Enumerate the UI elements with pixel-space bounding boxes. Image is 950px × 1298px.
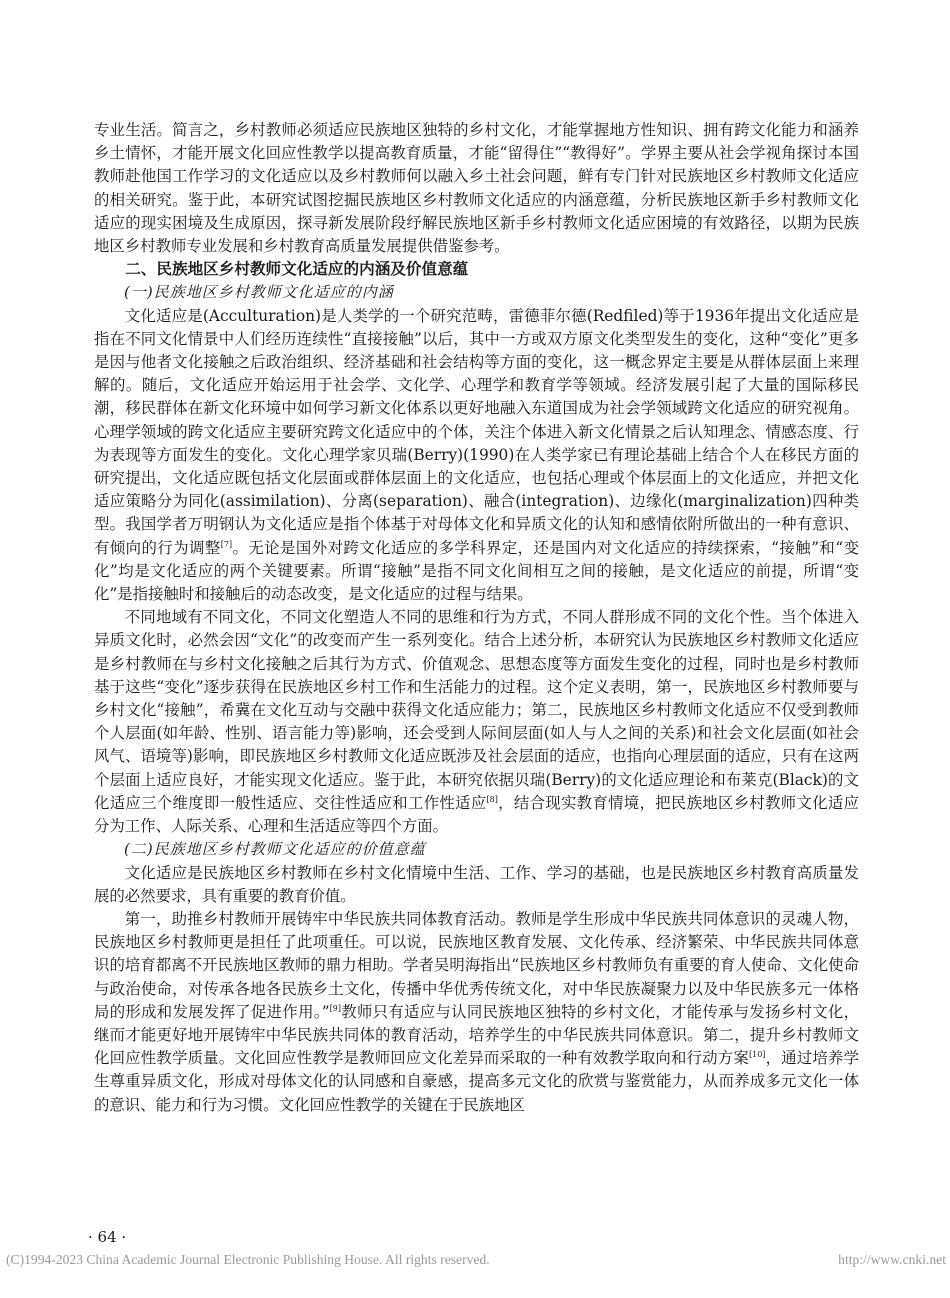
text-run: ，结合现实教育情境，把民族地区乡村教师文化适应分为工作、人际关系、心理和生活适应等四个方面。 [94,793,859,836]
article-body [94,119,859,1117]
body-paragraph [94,606,859,838]
citation-marker: [10] [748,1050,766,1060]
text-run: 第一，助推乡村教师开展铸牢中华民族共同体教育活动。教师是学生形成中华民族共同体意识的灵魂人物，民族地区乡村教师更是担任了此项重任。可以说，民族地区教育发展、文化传承、经济繁荣、中华民族共同体意识的培育都离不开民族地区教师的鼎力相助。学者吴明海指出“民族地区乡村教师负有重要的育人使命、文化使命与政治使命，对传承各地各民族乡土文化，传播中华优秀传统文化，对中华民族凝聚力以及中华民族多元一体格局的形成和发展发挥了促进作用。” [94,909,859,1021]
copyright-text: (C)1994-2023 China Academic Journal Electronic Publishing House. All rights reserved. [6,1252,490,1267]
text-run: 文化适应是(Acculturation)是人类学的一个研究范畴，雷德菲尔德(Redfiled)等于1936年提出文化适应是指在不同文化情景中人们经历连续性“直接接触”以后，其中一方或双方原文化类型发生的变化，这种“变化”更多是因与他者文化接触之后政治组织、经济基础和社会结构等方面的变化，这一概念界定主要是从群体层面上来理解的。随后，文化适应开始运用于社会学、文化学、心理学和教育学等领域。经济发展引起了大量的国际移民潮，移民群体在新文化环境中如何学习新文化体系以更好地融入东道国成为社会学领域跨文化适应的研究视角。心理学领域的跨文化适应主要研究跨文化适应中的个体，关注个体进入新文化情景之后认知理念、情感态度、行为表现等方面发生的变化。文化心理学家贝瑞(Berry)(1990)在人类学家已有理论基础上结合个人在移民方面的研究提出，文化适应既包括文化层面或群体层面上的文化适应，也包括心理或个体层面上的文化适应，并把文化适应策略分为同化(assimilation)、分离(separation)、融合(integration)、边缘化(marginalization)四种类型。我国学者万明钢认为文化适应是指个体基于对母体文化和异质文化的认知和感情依附所做出的一种有意识、有倾向的行为调整 [94,306,859,557]
citation-marker: [7] [220,539,233,549]
subsection-heading: (一)民族地区乡村教师文化适应的内涵 [124,283,394,302]
text-run: 。无论是国外对跨文化适应的多学科界定，还是国内对文化适应的持续探索，“接触”和“变化”均是文化适应的两个关键要素。所谓“接触”是指不同文化间相互之间的接触，是文化适应的前提，所谓“变化”是指接触时和接触后的动态改变，是文化适应的过程与结果。 [94,538,859,604]
text-run: 不同地域有不同文化，不同文化塑造人不同的思维和行为方式，不同人群形成不同的文化个性。当个体进入异质文化时，必然会因“文化”的改变而产生一系列变化。结合上述分析，本研究认为民族地区乡村教师文化适应是乡村教师在与乡村文化接触之后其行为方式、价值观念、思想态度等方面发生变化的过程，同时也是乡村教师基于这些“变化”逐步获得在民族地区乡村工作和生活能力的过程。这个定义表明，第一，民族地区乡村教师要与乡村文化“接触”，希冀在文化互动与交融中获得文化适应能力；第二，民族地区乡村教师文化适应不仅受到教师个人层面(如年龄、性别、语言能力等)影响，还会受到人际间层面(如人与人之间的关系)和社会文化层面(如社会风气、语境等)影响，即民族地区乡村教师文化适应既涉及社会层面的适应，也指向心理层面的适应，只有在这两个层面上适应良好，才能实现文化适应。鉴于此，本研究依据贝瑞(Berry)的文化适应理论和布莱克(Black)的文化适应三个维度即一般性适应、交往性适应和工作性适应 [94,608,859,812]
text-run: 教师只有适应与认同民族地区独特的乡村文化，才能传承与发扬乡村文化，继而才能更好地开展铸牢中华民族共同体的教育活动，培养学生的中华民族共同体意识。第二，提升乡村教师文化回应性教学质量。文化回应性教学是教师回应文化差异而采取的一种有效教学取向和行动方案 [94,1002,859,1068]
citation-marker: [8] [486,794,498,804]
section-heading: 二、民族地区乡村教师文化适应的内涵及价值意蕴 [125,260,469,279]
body-paragraph: 文化适应是民族地区乡村教师在乡村文化情境中生活、工作、学习的基础，也是民族地区乡村教育高质量发展的必然要求，具有重要的教育价值。 [94,863,859,905]
page-number: · 64 · [88,1228,127,1246]
body-paragraph [94,908,859,1117]
text-run: ，通过培养学生尊重异质文化，形成对母体文化的认同感和自豪感，提高多元文化的欣赏与鉴赏能力，从而养成多元文化一体的意识、能力和行为习惯。文化回应性教学的关键在于民族地区 [94,1049,859,1114]
citation-marker: [9] [329,1003,341,1013]
body-paragraph [94,305,859,607]
publisher-url: http://www.cnki.net [838,1252,946,1267]
subsection-heading: (二)民族地区乡村教师文化适应的价值意蕴 [124,840,426,859]
intro-paragraph: 专业生活。简言之，乡村教师必须适应民族地区独特的乡村文化，才能掌握地方性知识、拥有跨文化能力和涵养乡土情怀，才能开展文化回应性教学以提高教育质量，才能“留得住”“教得好”。学界主要从社会学视角探讨本国教师赴他国工作学习的文化适应以及乡村教师何以融入乡土社会问题，鲜有专门针对民族地区乡村教师文化适应的相关研究。鉴于此，本研究试图挖掘民族地区乡村教师文化适应的内涵意蕴，分析民族地区新手乡村教师文化适应的现实困境及生成原因，探寻新发展阶段纾解民族地区新手乡村教师文化适应困境的有效路径，以期为民族地区乡村教师专业发展和乡村教育高质量发展提供借鉴参考。 [94,121,859,256]
